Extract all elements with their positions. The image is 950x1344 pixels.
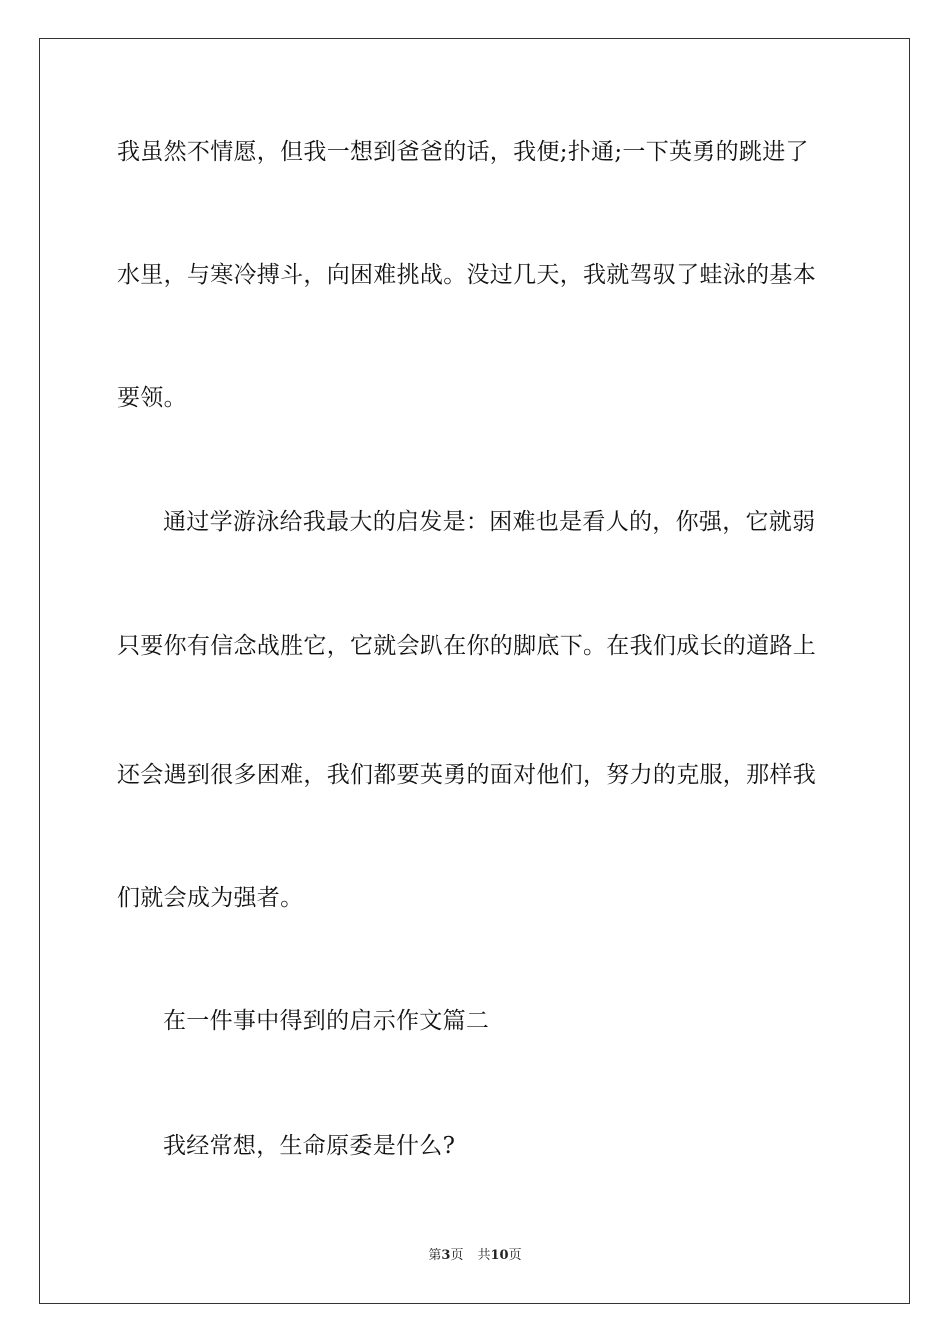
- section-heading: 在一件事中得到的启示作文篇二: [163, 1008, 490, 1034]
- paragraph-line: 只要你有信念战胜它，它就会趴在你的脚底下。在我们成长的道路上: [117, 633, 816, 659]
- paragraph-line: 我虽然不情愿，但我一想到爸爸的话，我便;扑通;一下英勇的跳进了: [117, 139, 809, 165]
- page-prefix: 第: [428, 1248, 442, 1263]
- page-number: 3: [441, 1248, 451, 1263]
- total-pages: 10: [490, 1248, 509, 1263]
- paragraph-line: 们就会成为强者。: [117, 885, 304, 911]
- paragraph-line: 我经常想，生命原委是什么?: [163, 1133, 456, 1159]
- page-suffix: 页: [450, 1248, 464, 1263]
- paragraph-line: 通过学游泳给我最大的启发是：困难也是看人的，你强，它就弱: [163, 509, 816, 535]
- paragraph-line: 水里，与寒冷搏斗，向困难挑战。没过几天，我就驾驭了蛙泳的基本: [117, 262, 816, 288]
- total-prefix: 共: [477, 1248, 491, 1263]
- paragraph-line: 还会遇到很多困难，我们都要英勇的面对他们，努力的克服，那样我: [117, 762, 816, 788]
- page-footer: [0, 1247, 950, 1265]
- total-suffix: 页: [508, 1248, 522, 1263]
- page-border: [39, 38, 910, 1304]
- paragraph-line: 要领。: [117, 385, 187, 411]
